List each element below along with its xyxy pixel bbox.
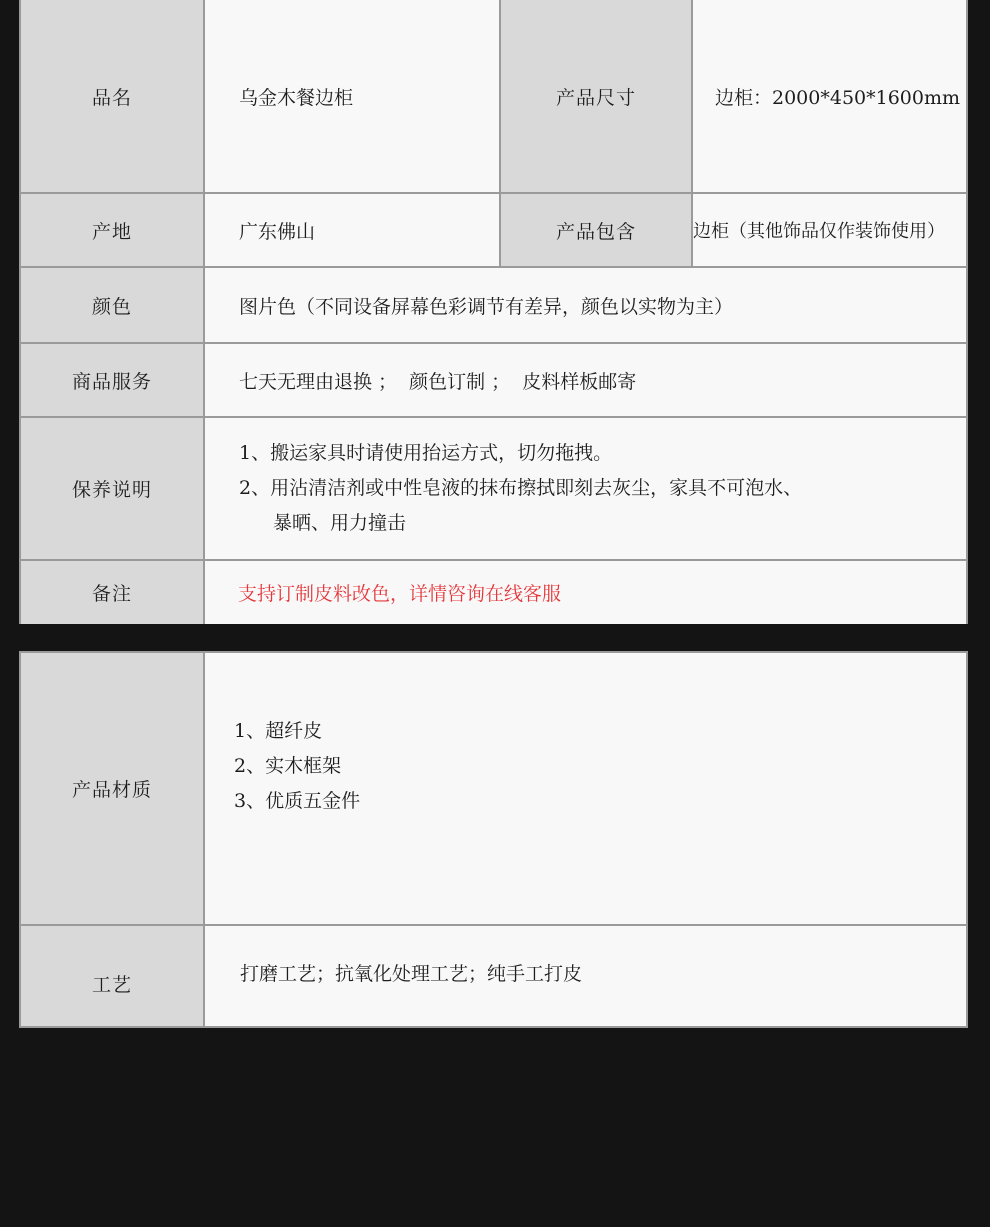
origin-value: 广东佛山 xyxy=(239,220,316,243)
care-line-2: 2、用沾清洁剂或中性皂液的抹布擦拭即刻去灰尘，家具不可泡水、 xyxy=(239,477,803,499)
spec-row-remark xyxy=(21,561,966,624)
service-value-cell xyxy=(203,344,966,416)
spec-row-name xyxy=(21,0,966,194)
color-label: 颜色 xyxy=(91,295,132,318)
service-label-cell xyxy=(21,344,203,416)
remark-value-cell xyxy=(203,561,966,624)
craft-label-cell xyxy=(21,926,203,1026)
contents-label-cell xyxy=(499,194,691,266)
size-label: 产品尺寸 xyxy=(555,86,636,109)
size-value-cell xyxy=(691,0,966,192)
care-value-cell xyxy=(203,418,966,559)
contents-label: 产品包含 xyxy=(555,220,636,243)
size-label-cell xyxy=(499,0,691,192)
service-label: 商品服务 xyxy=(71,370,152,393)
color-value-cell xyxy=(203,268,966,342)
origin-value-cell xyxy=(203,194,499,266)
craft-value: 打磨工艺；抗氧化处理工艺；纯手工打皮 xyxy=(240,963,583,985)
name-value-cell xyxy=(203,0,499,192)
color-label-cell xyxy=(21,268,203,342)
spec-row-service xyxy=(21,344,966,418)
material-row xyxy=(21,653,966,926)
product-spec-table xyxy=(19,0,968,624)
material-value-cell xyxy=(203,653,966,924)
craft-value-cell xyxy=(203,926,966,1026)
care-line-1: 1、搬运家具时请使用抬运方式，切勿拖拽。 xyxy=(239,442,613,464)
care-line-3: 暴晒、用力撞击 xyxy=(273,512,407,534)
spec-row-color xyxy=(21,268,966,344)
material-line-3: 3、优质五金件 xyxy=(234,790,361,812)
material-label-cell xyxy=(21,653,203,924)
name-label-cell xyxy=(21,0,203,192)
spec-row-origin xyxy=(21,194,966,268)
material-table xyxy=(19,651,968,1028)
material-label: 产品材质 xyxy=(71,779,152,801)
remark-label: 备注 xyxy=(91,583,132,605)
craft-row xyxy=(21,926,966,1026)
name-label: 品名 xyxy=(91,86,132,109)
contents-value: 边柜（其他饰品仅作装饰使用） xyxy=(693,221,945,242)
craft-label: 工艺 xyxy=(91,973,132,996)
service-value: 七天无理由退换 ； 颜色订制 ； 皮料样板邮寄 xyxy=(239,370,637,393)
name-value: 乌金木餐边柜 xyxy=(239,86,354,109)
spec-row-care xyxy=(21,418,966,561)
material-line-2: 2、实木框架 xyxy=(234,755,342,777)
origin-label: 产地 xyxy=(91,220,132,243)
care-label-cell xyxy=(21,418,203,559)
remark-label-cell xyxy=(21,561,203,624)
color-value: 图片色（不同设备屏幕色彩调节有差异，颜色以实物为主） xyxy=(239,295,734,318)
remark-value: 支持订制皮料改色，详情咨询在线客服 xyxy=(238,583,562,605)
contents-value-cell xyxy=(691,194,966,266)
origin-label-cell xyxy=(21,194,203,266)
size-value: 边柜：2000*450*1600mm xyxy=(715,86,961,109)
care-label: 保养说明 xyxy=(71,479,152,501)
material-line-1: 1、超纤皮 xyxy=(234,720,323,742)
